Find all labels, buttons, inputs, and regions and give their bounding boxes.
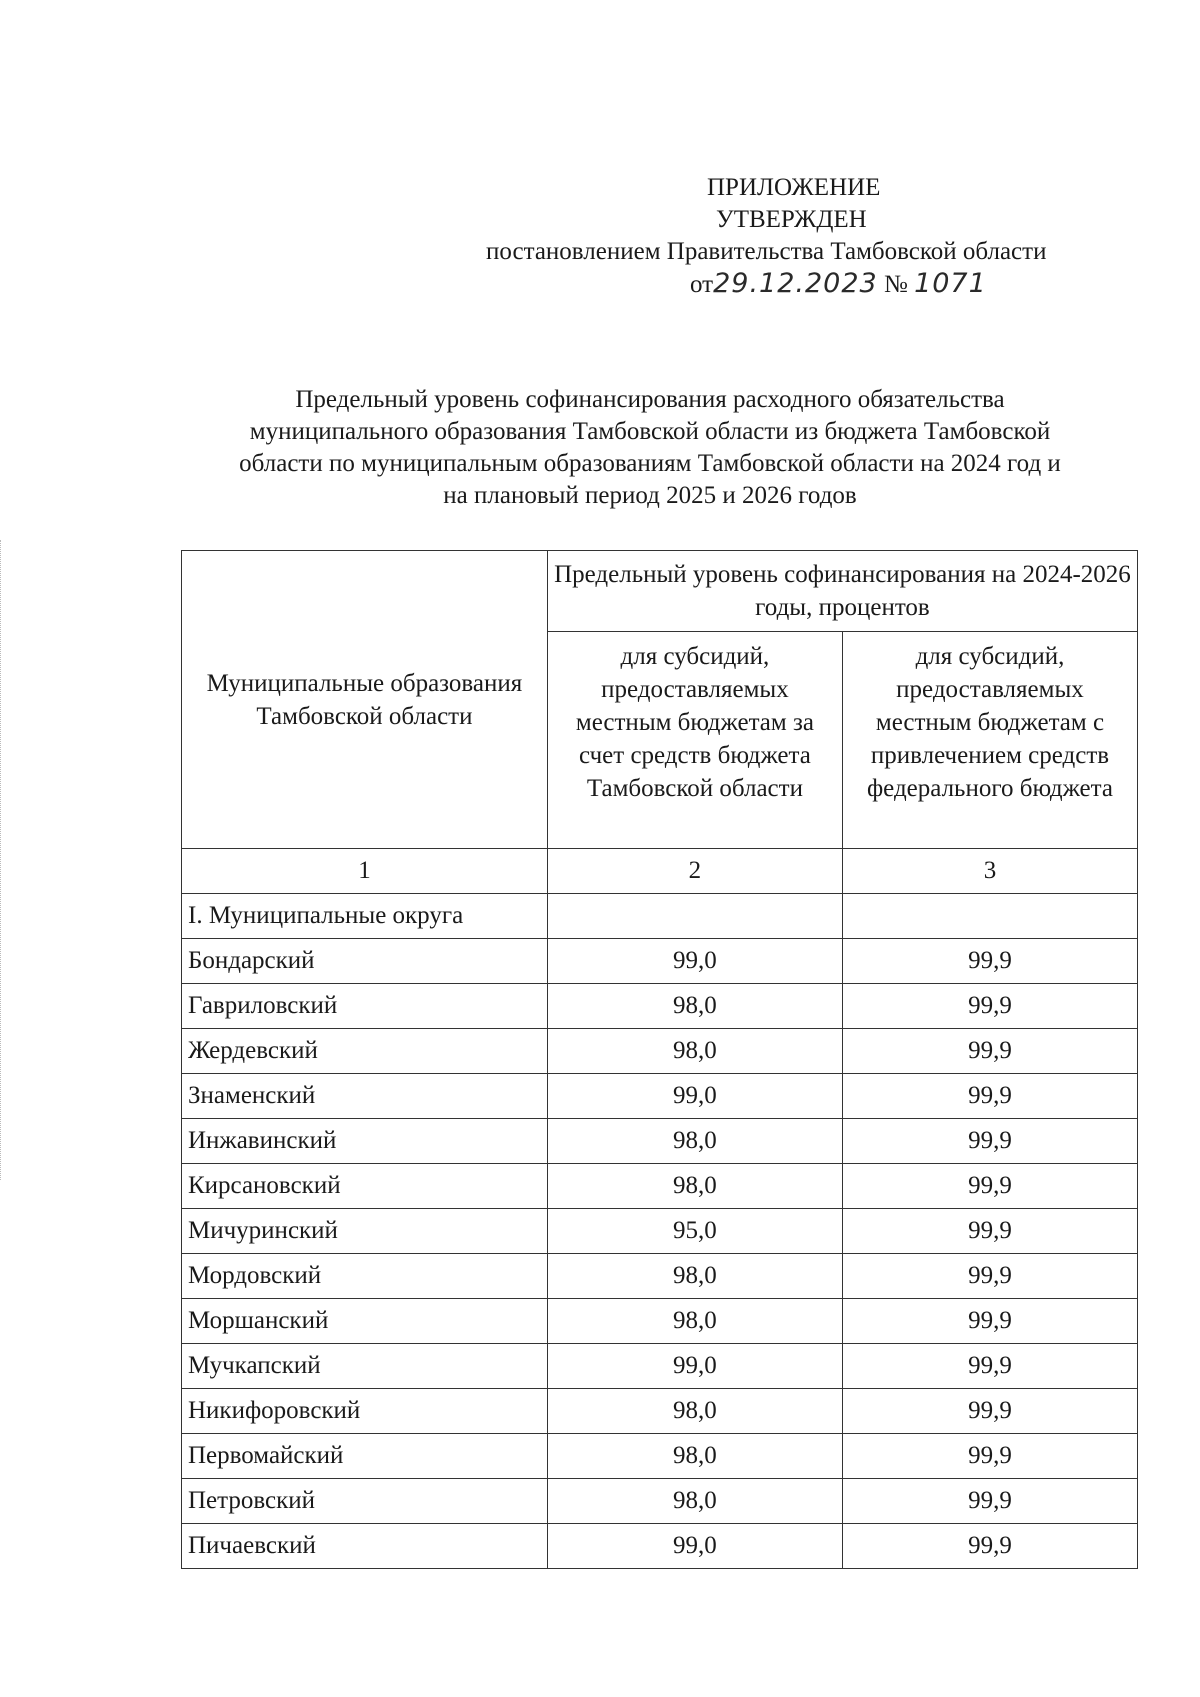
approval-date: 29.12.2023 <box>713 268 878 299</box>
table-row <box>182 984 1138 1029</box>
date-prefix: от <box>690 271 714 298</box>
regional-level: 99,0 <box>547 1344 842 1389</box>
federal-level: 99,9 <box>842 1164 1137 1209</box>
section-row <box>182 894 1138 939</box>
table-row <box>182 1164 1138 1209</box>
title-line: области по муниципальным образованиям Тамбовской области на 2024 год и <box>239 450 1061 477</box>
number-sign: № <box>883 271 908 298</box>
federal-level: 99,9 <box>842 984 1137 1029</box>
regional-level: 98,0 <box>547 984 842 1029</box>
column-number-row <box>182 849 1138 894</box>
table-row <box>182 1074 1138 1119</box>
table-row <box>182 1029 1138 1074</box>
approved-label: УТВЕРЖДЕН <box>716 206 867 233</box>
header-municipalities: Муниципальные образования Тамбовской области <box>182 551 548 849</box>
municipality-name: Первомайский <box>182 1434 548 1479</box>
document-title <box>160 384 1140 512</box>
header-regional-subsidies: для субсидий, предоставляемых местным бюджетам за счет средств бюджета Тамбовской области <box>547 632 842 849</box>
table-row <box>182 1299 1138 1344</box>
regional-level: 98,0 <box>547 1164 842 1209</box>
regional-level: 98,0 <box>547 1479 842 1524</box>
municipality-name: Никифоровский <box>182 1389 548 1434</box>
federal-level: 99,9 <box>842 1254 1137 1299</box>
federal-level: 99,9 <box>842 1119 1137 1164</box>
table-row <box>182 1254 1138 1299</box>
federal-level: 99,9 <box>842 1524 1137 1569</box>
regional-level: 98,0 <box>547 1119 842 1164</box>
federal-level: 99,9 <box>842 1434 1137 1479</box>
approved-by: постановлением Правительства Тамбовской области <box>486 238 1047 265</box>
regional-level: 98,0 <box>547 1254 842 1299</box>
municipality-name: Кирсановский <box>182 1164 548 1209</box>
header-row <box>182 551 1138 632</box>
federal-level: 99,9 <box>842 939 1137 984</box>
approval-number: 1071 <box>914 268 987 299</box>
municipality-name: Моршанский <box>182 1299 548 1344</box>
empty-cell <box>842 894 1137 939</box>
regional-level: 99,0 <box>547 939 842 984</box>
appendix-label: ПРИЛОЖЕНИЕ <box>707 174 881 201</box>
municipality-name: Бондарский <box>182 939 548 984</box>
header-cofinancing-group: Предельный уровень софинансирования на 2024-2026 годы, процентов <box>547 551 1137 632</box>
municipality-name: Знаменский <box>182 1074 548 1119</box>
column-number: 3 <box>842 849 1137 894</box>
federal-level: 99,9 <box>842 1389 1137 1434</box>
federal-level: 99,9 <box>842 1344 1137 1389</box>
regional-level: 99,0 <box>547 1524 842 1569</box>
federal-level: 99,9 <box>842 1479 1137 1524</box>
column-number: 2 <box>547 849 842 894</box>
table-row <box>182 1389 1138 1434</box>
table-row <box>182 939 1138 984</box>
table-row <box>182 1344 1138 1389</box>
municipality-name: Мордовский <box>182 1254 548 1299</box>
title-line: Предельный уровень софинансирования расходного обязательства <box>295 386 1005 413</box>
municipality-name: Мичуринский <box>182 1209 548 1254</box>
table-row <box>182 1209 1138 1254</box>
regional-level: 99,0 <box>547 1074 842 1119</box>
table-row <box>182 1524 1138 1569</box>
federal-level: 99,9 <box>842 1074 1137 1119</box>
table-row <box>182 1479 1138 1524</box>
federal-level: 99,9 <box>842 1209 1137 1254</box>
cofinancing-table <box>181 550 1138 1569</box>
table-body <box>182 939 1138 1569</box>
municipality-name: Гавриловский <box>182 984 548 1029</box>
empty-cell <box>547 894 842 939</box>
scan-margin-marks <box>0 540 3 1180</box>
title-line: муниципального образования Тамбовской области из бюджета Тамбовской <box>249 418 1051 445</box>
municipality-name: Инжавинский <box>182 1119 548 1164</box>
municipality-name: Пичаевский <box>182 1524 548 1569</box>
table-row <box>182 1434 1138 1479</box>
regional-level: 98,0 <box>547 1029 842 1074</box>
header-federal-subsidies: для субсидий, предоставляемых местным бюджетам с привлечением средств федерального бюджета <box>842 632 1137 849</box>
approval-date-line <box>690 268 1130 301</box>
federal-level: 99,9 <box>842 1299 1137 1344</box>
section-title: I. Муниципальные округа <box>182 894 548 939</box>
regional-level: 98,0 <box>547 1389 842 1434</box>
approval-block <box>470 172 1130 301</box>
municipality-name: Петровский <box>182 1479 548 1524</box>
regional-level: 95,0 <box>547 1209 842 1254</box>
title-line: на плановый период 2025 и 2026 годов <box>443 482 857 509</box>
column-number: 1 <box>182 849 548 894</box>
municipality-name: Мучкапский <box>182 1344 548 1389</box>
regional-level: 98,0 <box>547 1299 842 1344</box>
federal-level: 99,9 <box>842 1029 1137 1074</box>
municipality-name: Жердевский <box>182 1029 548 1074</box>
regional-level: 98,0 <box>547 1434 842 1479</box>
table-row <box>182 1119 1138 1164</box>
